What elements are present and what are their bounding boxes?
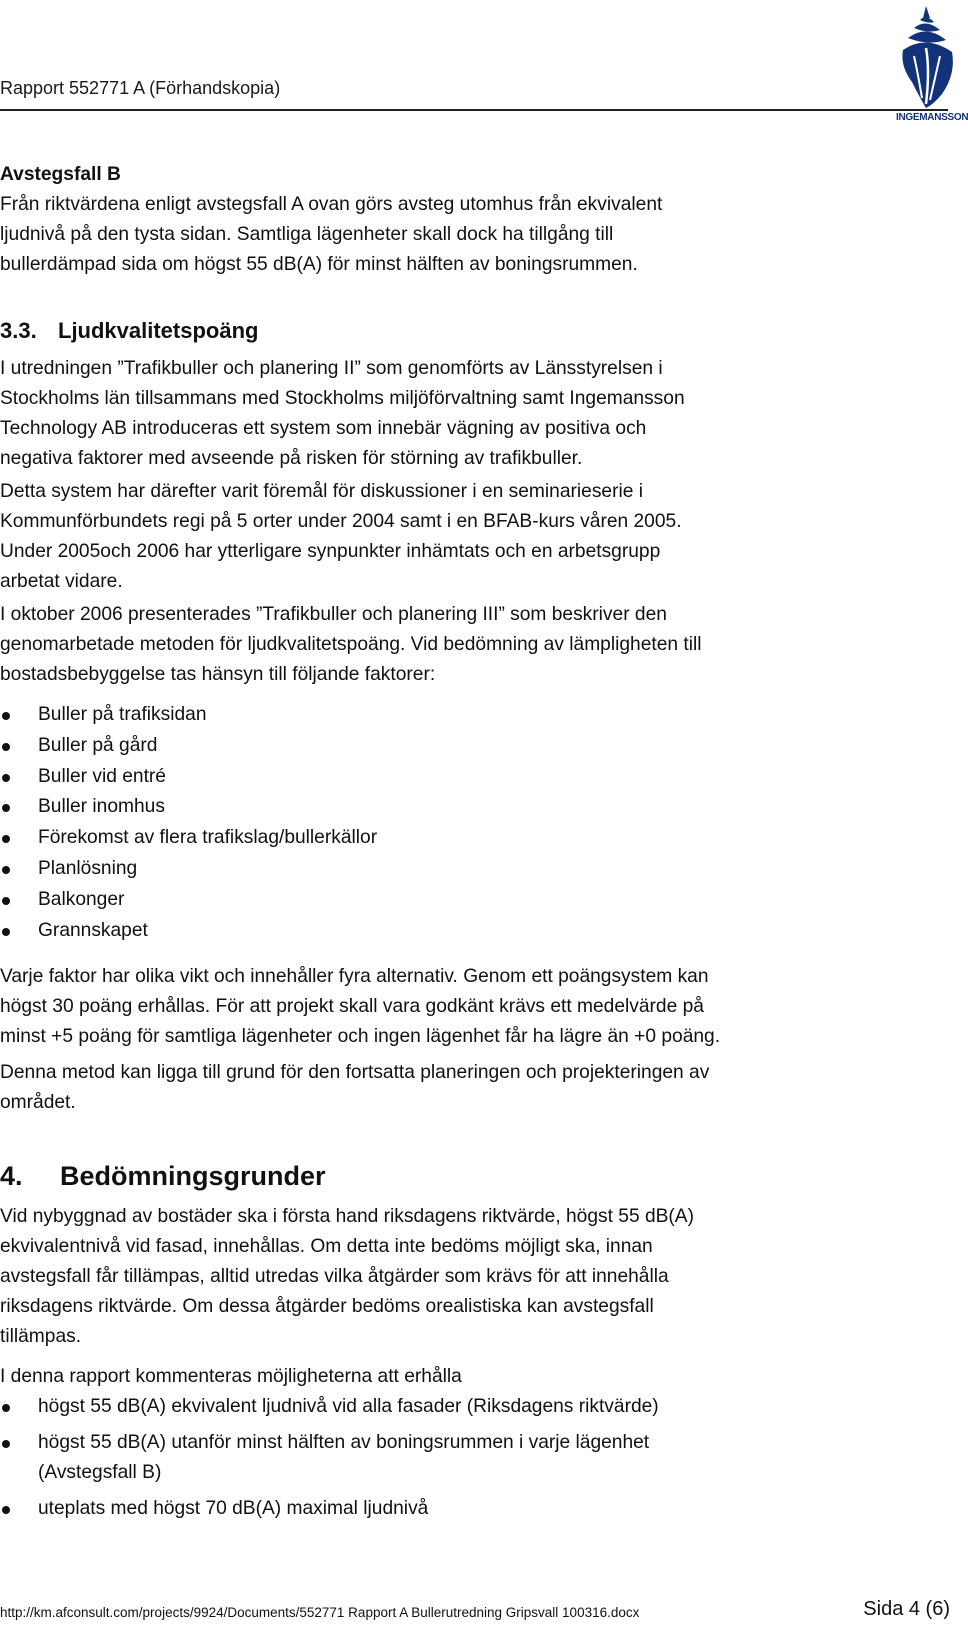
section-title: Ljudkvalitetspoäng	[58, 318, 259, 343]
text-line: Denna metod kan ligga till grund för den fortsatta planeringen och projekteringen av	[0, 1062, 710, 1084]
list-item: Balkonger	[0, 885, 948, 916]
text-line: Under 2005och 2006 har ytterligare synpunkter inhämtats och en arbetsgrupp	[0, 541, 661, 562]
paragraph-2	[0, 477, 948, 597]
text-line: ljudnivå på den tysta sidan. Samtliga lägenheter skall dock ha tillgång till	[0, 224, 614, 245]
text-line: högst 30 poäng erhållas. För att projekt skall vara godkänt krävs ett medelvärde på	[0, 996, 704, 1018]
text-line: Technology AB introduceras ett system som innebär vägning av positiva och	[0, 418, 647, 439]
text-line: I denna rapport kommenteras möjligheterna att erhålla	[0, 1366, 462, 1388]
list-item: Buller vid entré	[0, 762, 948, 793]
text-line: Kommunförbundets regi på 5 orter under 2004 samt i en BFAB-kurs våren 2005.	[0, 511, 682, 532]
heading-ljudkvalitetspoang	[0, 316, 948, 346]
text-line: Varje faktor har olika vikt och innehåller fyra alternativ. Genom ett poängsystem kan	[0, 966, 709, 988]
header-divider	[0, 109, 948, 111]
text-line: Stockholms län tillsammans med Stockholms miljöförvaltning samt Ingemansson	[0, 388, 685, 409]
text-line: Detta system har därefter varit föremål för diskussioner i en seminarieserie i	[0, 481, 644, 502]
text-line: riksdagens riktvärde. Om dessa åtgärder bedöms orealistiska kan avstegsfall	[0, 1296, 654, 1318]
factor-list	[0, 700, 948, 946]
text-line: bostadsbebyggelse tas hänsyn till följande faktorer:	[0, 664, 436, 685]
list-item: Förekomst av flera trafikslag/bullerkällor	[0, 823, 948, 854]
page-number: Sida 4 (6)	[863, 1598, 950, 1620]
shell-icon	[896, 4, 958, 110]
text-line: genomarbetade metoden för ljudkvalitetspoäng. Vid bedömning av lämpligheten till	[0, 634, 702, 655]
list-item-text: (Avstegsfall B)	[38, 1462, 162, 1484]
section-number: 4.	[0, 1161, 23, 1192]
paragraph-5	[0, 1058, 948, 1118]
list-item	[0, 1392, 948, 1422]
text-line: minst +5 poäng för samtliga lägenheter och ingen lägenhet får ha lägre än +0 poäng.	[0, 1026, 721, 1048]
section-number: 3.3.	[0, 318, 37, 343]
paragraph-6	[0, 1202, 948, 1352]
section-b-paragraph	[0, 190, 948, 280]
list-item-text: högst 55 dB(A) utanför minst hälften av boningsrummen i varje lägenhet	[38, 1432, 650, 1454]
list-item-text: uteplats med högst 70 dB(A) maximal ljudnivå	[38, 1498, 429, 1520]
list-item: Buller inomhus	[0, 792, 948, 823]
list-item: Grannskapet	[0, 916, 948, 947]
text-line: ekvivalentnivå vid fasad, innehållas. Om detta inte bedöms möjligt ska, innan	[0, 1236, 653, 1258]
logo-wordmark: INGEMANSSON	[896, 112, 968, 123]
text-line: Vid nybyggnad av bostäder ska i första hand riksdagens riktvärde, högst 55 dB(A)	[0, 1206, 694, 1228]
company-logo	[896, 4, 968, 124]
list-item: Buller på gård	[0, 731, 948, 762]
list-item	[0, 1428, 948, 1488]
text-line: Från riktvärdena enligt avstegsfall A ovan görs avsteg utomhus från ekvivalent	[0, 194, 663, 215]
section-title: Bedömningsgrunder	[60, 1161, 326, 1192]
heading-avstegsfall-b: Avstegsfall B	[0, 164, 121, 185]
report-title: Rapport 552771 A (Förhandskopia)	[0, 78, 281, 98]
text-line: arbetat vidare.	[0, 571, 123, 592]
text-line: tillämpas.	[0, 1326, 82, 1348]
document-path: http://km.afconsult.com/projects/9924/Documents/552771 Rapport A Bullerutredning Gripsvall 100316.docx	[0, 1605, 640, 1620]
text-line: negativa faktorer med avseende på risken för störning av trafikbuller.	[0, 448, 583, 469]
page-body	[0, 160, 948, 1530]
list-item: Planlösning	[0, 854, 948, 885]
text-line: I utredningen ”Trafikbuller och planering II” som genomförts av Länsstyrelsen i	[0, 358, 663, 379]
text-line: bullerdämpad sida om högst 55 dB(A) för minst hälften av boningsrummen.	[0, 254, 638, 275]
text-line: avstegsfall får tillämpas, alltid utredas vilka åtgärder som krävs för att innehålla	[0, 1266, 669, 1288]
list-item	[0, 1494, 948, 1524]
list-item: Buller på trafiksidan	[0, 700, 948, 731]
goal-list	[0, 1392, 948, 1524]
paragraph-4	[0, 962, 948, 1052]
text-line: området.	[0, 1092, 76, 1114]
paragraph-1	[0, 354, 948, 474]
paragraph-3	[0, 600, 948, 690]
text-line: I oktober 2006 presenterades ”Trafikbuller och planering III” som beskriver den	[0, 604, 667, 625]
list-item-text: högst 55 dB(A) ekvivalent ljudnivå vid alla fasader (Riksdagens riktvärde)	[38, 1396, 659, 1418]
heading-bedomningsgrunder	[0, 1160, 948, 1192]
